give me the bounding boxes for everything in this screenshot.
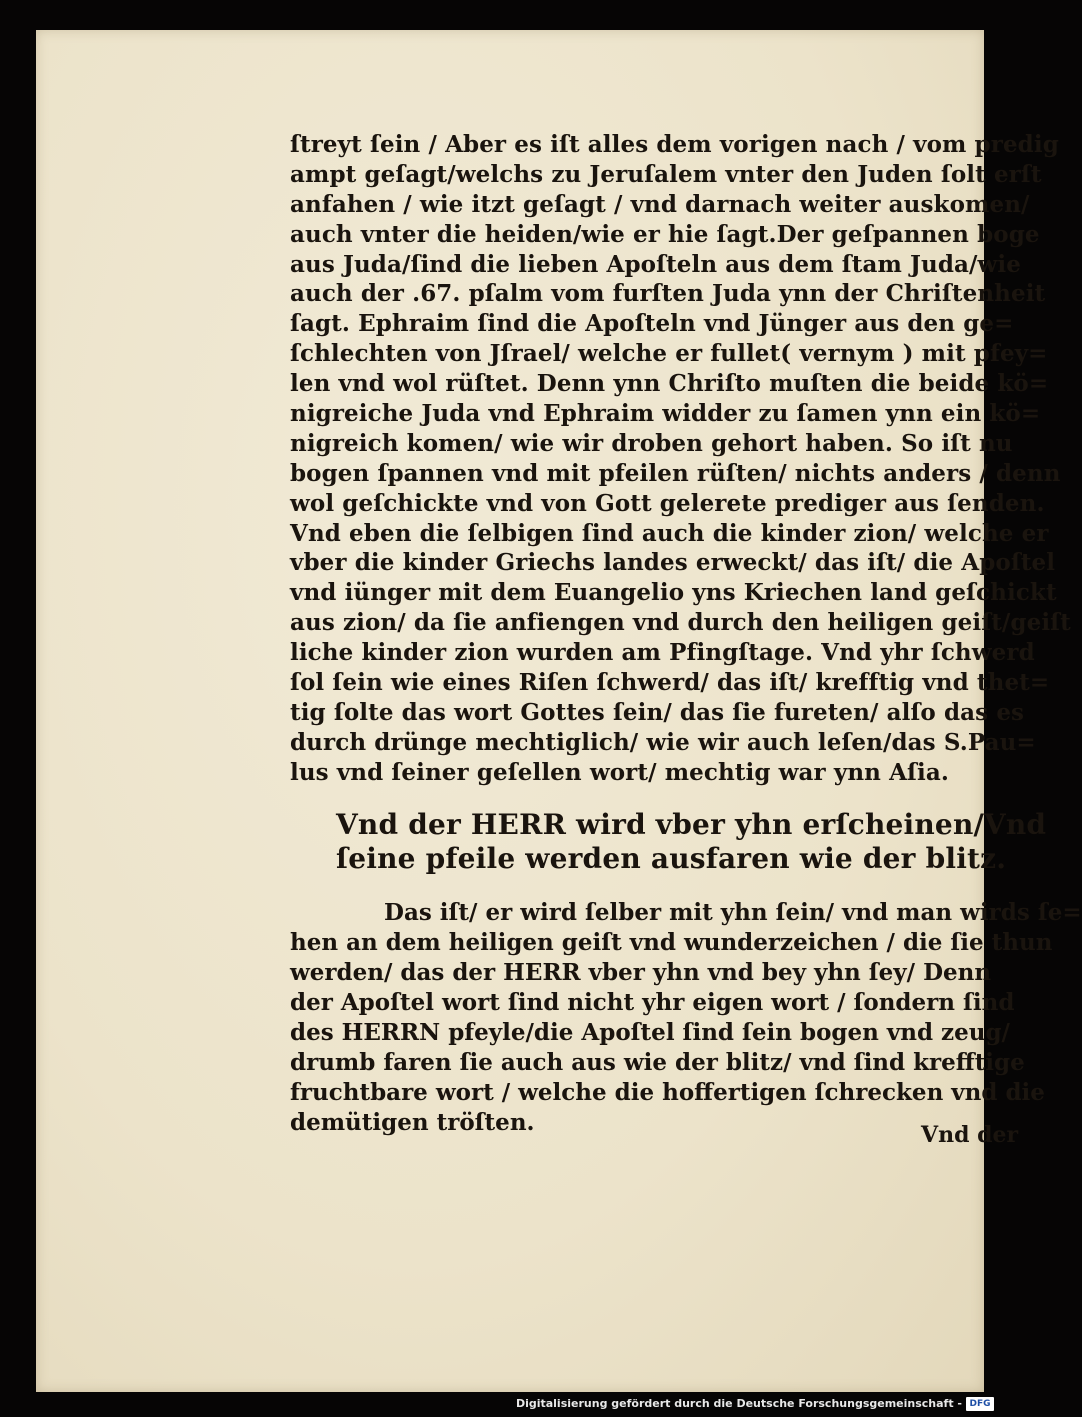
text-line: lus vnd ſeiner geſellen wort/ mechtig war ynn Aſia. xyxy=(290,758,949,786)
text-line: ſol ſein wie eines Riſen ſchwerd/ das iſt/ krefftig vnd thet= xyxy=(290,669,1050,697)
text-line: nigreich komen/ wie wir droben gehort haben. So iſt nu xyxy=(290,429,1013,457)
gloss-line: Das iſt/ er wird ſelber mit yhn ſein/ vnd man wirds ſe= xyxy=(384,899,1082,926)
text-line: ampt geſagt/welchs zu Jeruſalem vnter den Juden ſolt erſt xyxy=(290,160,1042,188)
verse-line: Vnd der HERR wird vber yhn erſcheinen/Vnd xyxy=(336,808,1047,841)
text-line: tig ſolte das wort Gottes ſein/ das ſie fureten/ alſo das es xyxy=(290,698,1025,726)
text-line: Vnd eben die ſelbigen ſind auch die kinder zion/ welche er xyxy=(290,519,1049,547)
text-line: wol geſchickte vnd von Gott gelerete prediger aus ſenden. xyxy=(290,489,1045,517)
scanned-page xyxy=(36,30,1082,1392)
verse-line: ſeine pfeile werden ausfaren wie der blitz. xyxy=(336,842,1007,875)
gloss-line: fruchtbare wort / welche die hoffertigen ſchrecken vnd die xyxy=(290,1079,1045,1106)
text-line: ſagt. Ephraim ſind die Apoſteln vnd Jünger aus den ge= xyxy=(290,310,1014,338)
text-line: aus zion/ da ſie anfiengen vnd durch den heiligen geiſt/geiſt xyxy=(290,609,1071,637)
text-line: bogen ſpannen vnd mit pfeilen rüſten/ nichts anders / denn xyxy=(290,459,1061,487)
text-line: auch vnter die heiden/wie er hie ſagt.Der geſpannen boge xyxy=(290,220,1040,248)
gloss-line: demütigen tröſten. xyxy=(290,1109,535,1136)
scripture-verse xyxy=(336,808,1047,876)
text-line: anfahen / wie itzt geſagt / vnd darnach weiter auskomen/ xyxy=(290,190,1030,218)
text-line: vnd iünger mit dem Euangelio yns Kriechen land geſchickt xyxy=(290,579,1057,607)
dfg-logo-icon: DFG xyxy=(966,1397,994,1411)
text-line: aus Juda/ſind die lieben Apoſteln aus dem ſtam Juda/wie xyxy=(290,250,1021,278)
gloss-line: hen an dem heiligen geiſt vnd wunderzeichen / die ſie thun xyxy=(290,929,1053,956)
text-line: durch drünge mechtiglich/ wie wir auch leſen/das S.Pau= xyxy=(290,728,1036,756)
gloss-line: werden/ das der HERR vber yhn vnd bey yhn ſey/ Denn xyxy=(290,959,992,986)
footer-bar xyxy=(0,1392,1000,1417)
footer-credit: Digitalisierung gefördert durch die Deutsche Forschungsgemeinschaft - xyxy=(515,1397,962,1410)
body-text-block xyxy=(290,130,1071,788)
commentary-text-block xyxy=(290,898,1082,1138)
gloss-line: der Apoſtel wort ſind nicht yhr eigen wort / ſondern ſind xyxy=(290,989,1015,1016)
gloss-line: drumb faren ſie auch aus wie der blitz/ vnd ſind krefftige xyxy=(290,1049,1025,1076)
text-line: len vnd wol rüſtet. Denn ynn Chriſto muſten die beide kö= xyxy=(290,370,1049,398)
text-line: auch der .67. pſalm vom furſten Juda ynn der Chriſtenheit xyxy=(290,280,1046,308)
text-line: vber die kinder Griechs landes erweckt/ das iſt/ die Apoſtel xyxy=(290,549,1056,577)
text-line: ſtreyt ſein / Aber es iſt alles dem vorigen nach / vom predig xyxy=(290,131,1059,158)
gloss-line: des HERRN pfeyle/die Apoſtel ſind ſein bogen vnd zeug/ xyxy=(290,1019,1010,1046)
text-line: ſchlechten von Jſrael/ welche er fullet( vernym ) mit pfey= xyxy=(290,340,1048,368)
text-line: nigreiche Juda vnd Ephraim widder zu ſamen ynn ein kö= xyxy=(290,400,1041,428)
catchword: Vnd der xyxy=(921,1122,1019,1148)
text-line: liche kinder zion wurden am Pfingſtage. Vnd yhr ſchwerd xyxy=(290,639,1035,667)
